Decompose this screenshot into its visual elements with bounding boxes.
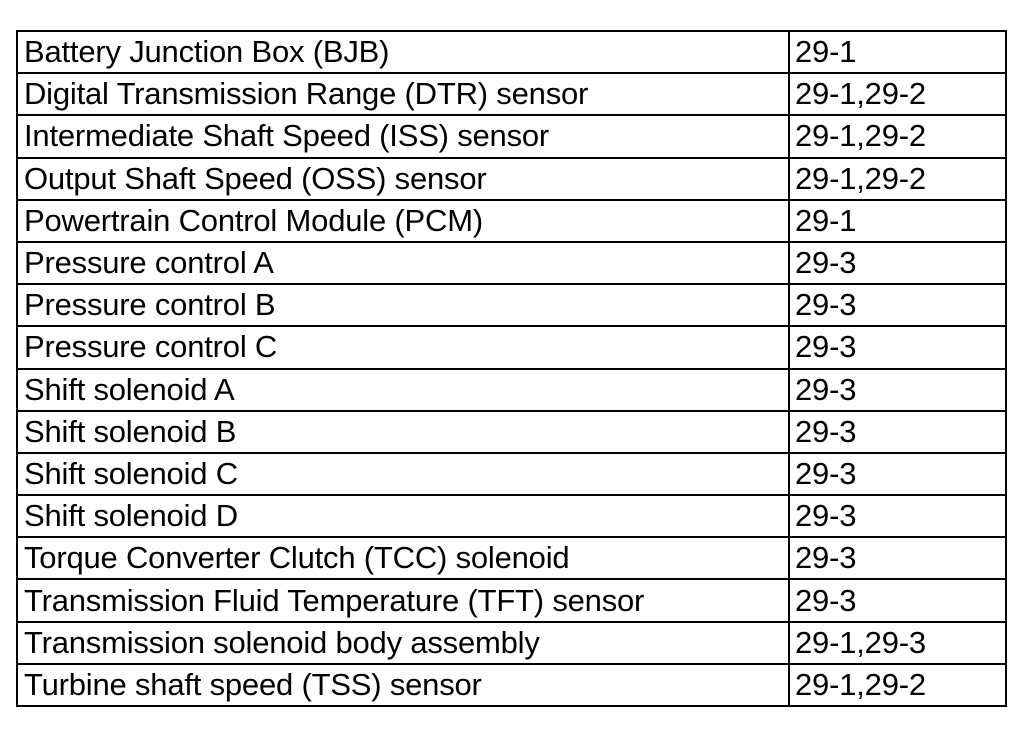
reference-cell: 29-1 bbox=[789, 200, 1006, 242]
reference-cell: 29-3 bbox=[789, 579, 1006, 621]
table-row bbox=[17, 115, 1006, 157]
reference-cell: 29-1,29-2 bbox=[789, 73, 1006, 115]
table-row bbox=[17, 284, 1006, 326]
table-row bbox=[17, 453, 1006, 495]
reference-cell: 29-1 bbox=[789, 31, 1006, 73]
component-name-cell: Shift solenoid B bbox=[17, 411, 789, 453]
table-row bbox=[17, 664, 1006, 706]
component-name-cell: Pressure control A bbox=[17, 242, 789, 284]
reference-cell: 29-3 bbox=[789, 537, 1006, 579]
table-row bbox=[17, 411, 1006, 453]
reference-cell: 29-3 bbox=[789, 411, 1006, 453]
reference-cell: 29-3 bbox=[789, 326, 1006, 368]
component-name-cell: Pressure control B bbox=[17, 284, 789, 326]
component-name-cell: Shift solenoid A bbox=[17, 369, 789, 411]
table-row bbox=[17, 242, 1006, 284]
component-location-table bbox=[16, 30, 1007, 707]
component-location-table-container bbox=[16, 30, 1005, 707]
component-name-cell: Output Shaft Speed (OSS) sensor bbox=[17, 158, 789, 200]
reference-cell: 29-3 bbox=[789, 284, 1006, 326]
table-row bbox=[17, 537, 1006, 579]
reference-cell: 29-3 bbox=[789, 495, 1006, 537]
table-row bbox=[17, 326, 1006, 368]
component-name-cell: Torque Converter Clutch (TCC) solenoid bbox=[17, 537, 789, 579]
component-name-cell: Powertrain Control Module (PCM) bbox=[17, 200, 789, 242]
component-name-cell: Digital Transmission Range (DTR) sensor bbox=[17, 73, 789, 115]
table-row bbox=[17, 579, 1006, 621]
component-name-cell: Transmission solenoid body assembly bbox=[17, 622, 789, 664]
component-name-cell: Pressure control C bbox=[17, 326, 789, 368]
table-row bbox=[17, 73, 1006, 115]
reference-cell: 29-1,29-2 bbox=[789, 158, 1006, 200]
table-row bbox=[17, 158, 1006, 200]
component-name-cell: Intermediate Shaft Speed (ISS) sensor bbox=[17, 115, 789, 157]
table-row bbox=[17, 369, 1006, 411]
table-row bbox=[17, 622, 1006, 664]
component-name-cell: Transmission Fluid Temperature (TFT) sensor bbox=[17, 579, 789, 621]
reference-cell: 29-3 bbox=[789, 369, 1006, 411]
reference-cell: 29-3 bbox=[789, 242, 1006, 284]
reference-cell: 29-1,29-2 bbox=[789, 664, 1006, 706]
component-name-cell: Shift solenoid C bbox=[17, 453, 789, 495]
component-name-cell: Battery Junction Box (BJB) bbox=[17, 31, 789, 73]
table-body bbox=[17, 31, 1006, 706]
table-row bbox=[17, 495, 1006, 537]
component-name-cell: Turbine shaft speed (TSS) sensor bbox=[17, 664, 789, 706]
reference-cell: 29-3 bbox=[789, 453, 1006, 495]
component-name-cell: Shift solenoid D bbox=[17, 495, 789, 537]
table-row bbox=[17, 200, 1006, 242]
reference-cell: 29-1,29-3 bbox=[789, 622, 1006, 664]
reference-cell: 29-1,29-2 bbox=[789, 115, 1006, 157]
table-row bbox=[17, 31, 1006, 73]
